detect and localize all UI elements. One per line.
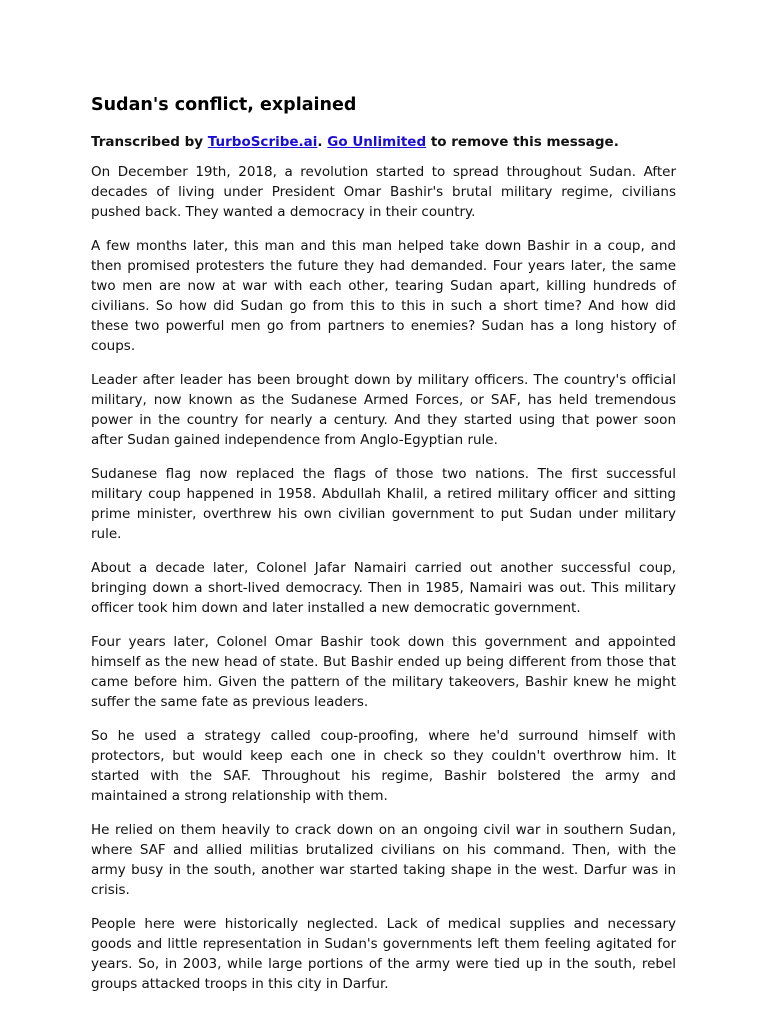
paragraph-8: He relied on them heavily to crack down on an ongoing civil war in southern Sudan, where SAF and allied militias brutalized civilians on his command. Then, with the army busy in the south, another war started taking shape in the west. Darfur was in crisis. (91, 822, 676, 898)
banner-prefix: Transcribed by (91, 134, 208, 150)
paragraph-3: Leader after leader has been brought down by military officers. The country's official military, now known as the Sudanese Armed Forces, or SAF, has held tremendous power in the country for nearly a century. And they started using that power soon after Sudan gained independence from Anglo-Egyptian rule. (91, 372, 676, 448)
transcript-body (91, 162, 676, 994)
document-title: Sudan's conflict, explained (91, 95, 357, 115)
paragraph-9: People here were historically neglected. Lack of medical supplies and necessary goods and little representation in Sudan's governments left them feeling agitated for years. So, in 2003, while large portions of the army were tied up in the south, rebel groups attacked troops in this city in Darfur. (91, 916, 676, 992)
paragraph-4: Sudanese flag now replaced the flags of those two nations. The first successful military coup happened in 1958. Abdullah Khalil, a retired military officer and sitting prime minister, overthrew his own civilian government to put Sudan under military rule. (91, 466, 676, 542)
paragraph-1: On December 19th, 2018, a revolution started to spread throughout Sudan. After decades of living under President Omar Bashir's brutal military regime, civilians pushed back. They wanted a democracy in their country. (91, 164, 676, 220)
paragraph-6: Four years later, Colonel Omar Bashir took down this government and appointed himself as the new head of state. But Bashir ended up being different from those that came before him. Given the pattern of the military takeovers, Bashir knew he might suffer the same fate as previous leaders. (91, 634, 676, 710)
banner-separator: . (317, 134, 328, 150)
go-unlimited-link[interactable]: Go Unlimited (327, 134, 427, 150)
transcription-banner (91, 132, 676, 152)
turboscribe-link[interactable]: TurboScribe.ai (207, 134, 318, 150)
paragraph-7: So he used a strategy called coup-proofing, where he'd surround himself with protectors, but would keep each one in check so they couldn't overthrow him. It started with the SAF. Throughout his regime, Bashir bolstered the army and maintained a strong relationship with them. (91, 728, 676, 804)
document-page (91, 92, 676, 1008)
paragraph-2: A few months later, this man and this man helped take down Bashir in a coup, and then promised protesters the future they had demanded. Four years later, the same two men are now at war with each other, tearing Sudan apart, killing hundreds of civilians. So how did Sudan go from this to this in such a short time? And how did these two powerful men go from partners to enemies? Sudan has a long history of coups. (91, 238, 676, 354)
paragraph-5: About a decade later, Colonel Jafar Namairi carried out another successful coup, bringing down a short-lived democracy. Then in 1985, Namairi was out. This military officer took him down and later installed a new democratic government. (91, 560, 676, 616)
banner-suffix: to remove this message. (426, 134, 619, 150)
